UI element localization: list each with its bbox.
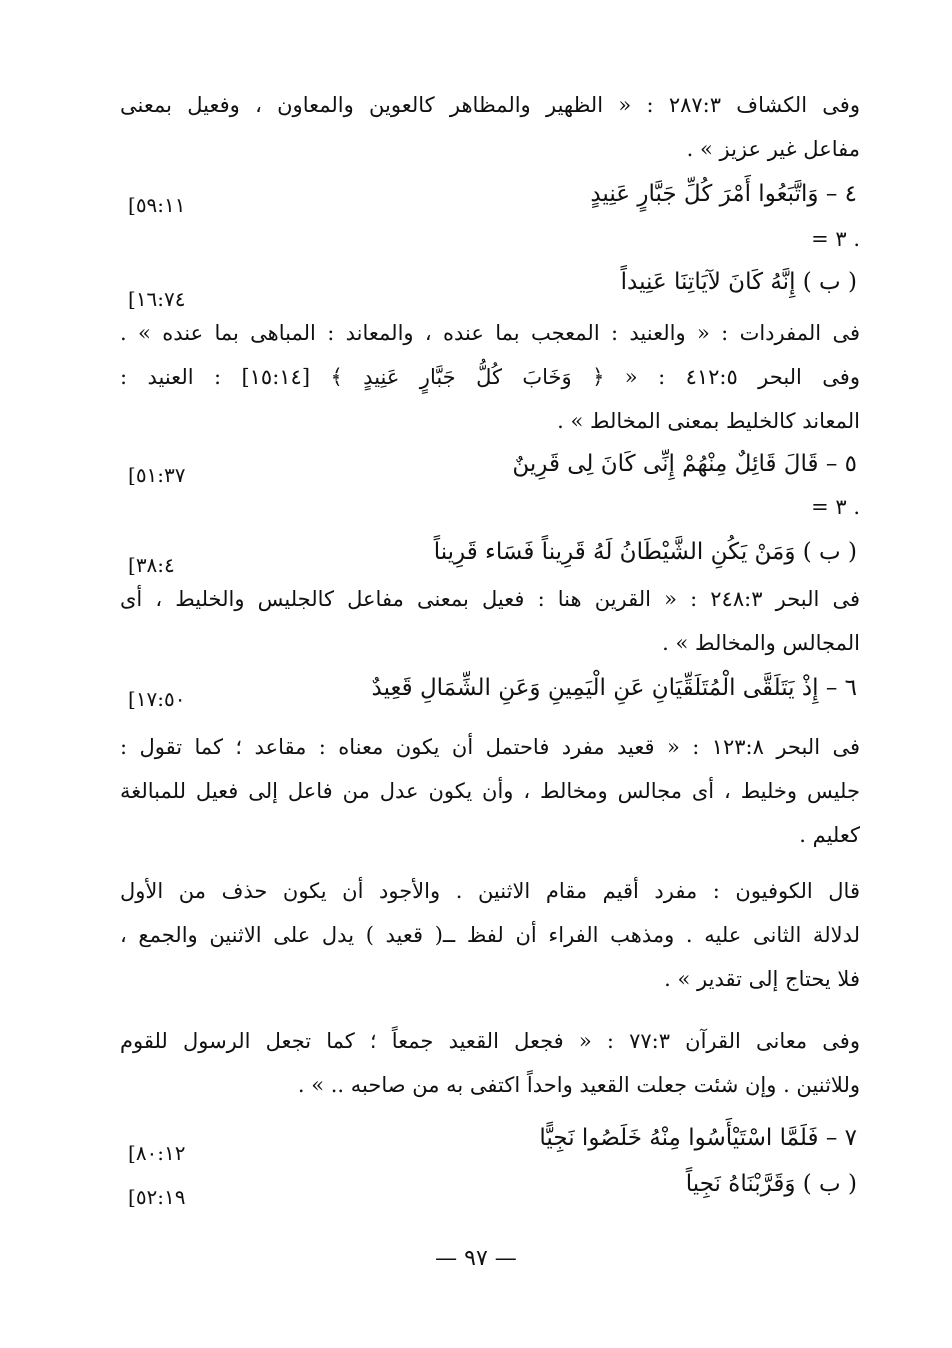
verse-line: ٤ – وَاتَّبَعُوا أَمْرَ كُلِّ جَبَّارٍ عَنِيدٍ	[590, 181, 857, 207]
verse-line: ٦ – إِذْ يَتَلَقَّى الْمُتَلَقِّيَانِ عَنِ الْيَمِينِ وَعَنِ الشِّمَالِ قَعِيدٌ	[371, 675, 857, 701]
text-line: وفى الكشاف ٢٨٧:٣ : « الظهير والمظاهر كالعوين والمعاون ، وفعيل بمعنى	[120, 93, 860, 117]
text-line: وفى البحر ٤١٢:٥ : « ﴿ وَخَابَ كُلُّ جَبَّارٍ عَنِيدٍ ﴾ [١٥:١٤] : العنيد :	[120, 365, 860, 389]
text-line: جليس وخليط ، أى مجالس ومخالط ، وأن يكون عدل من فاعل إلى فعيل للمبالغة	[120, 779, 860, 803]
verse-reference: [٨٠:١٢	[128, 1141, 186, 1165]
verse-reference: [١٧:٥٠	[128, 687, 186, 711]
text-line: فلا يحتاج إلى تقدير » .	[664, 967, 860, 991]
text-line: وللاثنين . وإن شئت جعلت القعيد واحداً اكتفى به من صاحبه .. » .	[297, 1073, 860, 1097]
equals-marker: . ٣ =	[811, 495, 860, 519]
verse-reference: [٥٢:١٩	[128, 1185, 186, 1209]
text-line: وفى معانى القرآن ٧٧:٣ : « فجعل القعيد جمعاً ؛ كما تجعل الرسول للقوم	[120, 1029, 860, 1053]
text-line: المجالس والمخالط » .	[662, 631, 860, 655]
text-line: فى المفردات : « والعنيد : المعجب بما عنده ، والمعاند : المباهى بما عنده » .	[120, 321, 860, 345]
text-line: قال الكوفيون : مفرد أقيم مقام الاثنين . والأجود أن يكون حذف من الأول	[120, 879, 860, 903]
verse-reference: [٥١:٣٧	[128, 463, 186, 487]
verse-reference: [٥٩:١١	[128, 193, 186, 217]
verse-line: ٧ – فَلَمَّا اسْتَيْأَسُوا مِنْهُ خَلَصُوا نَجِيًّا	[539, 1125, 857, 1151]
verse-reference: [٣٨:٤	[128, 553, 175, 577]
verse-reference: [١٦:٧٤	[128, 287, 186, 311]
text-line: فى البحر ١٢٣:٨ : « قعيد مفرد فاحتمل أن يكون معناه : مقاعد ؛ كما تقول :	[120, 735, 860, 759]
page-number: — ٩٧ —	[435, 1246, 517, 1271]
verse-line: ( ب ) وَقَرَّبْنَاهُ نَجِياً	[685, 1171, 857, 1197]
verse-line: ( ب ) إِنَّهُ كَانَ لآيَاتِنَا عَنِيداً	[620, 269, 857, 295]
text-line: كعليم .	[799, 823, 860, 847]
text-line: المعاند كالخليط بمعنى المخالط » .	[557, 409, 860, 433]
equals-marker: . ٣ =	[811, 227, 860, 251]
text-line: لدلالة الثانى عليه . ومذهب الفراء أن لفظ ــ( قعيد ) يدل على الاثنين والجمع ،	[120, 923, 860, 947]
text-line: فى البحر ٢٤٨:٣ : « القرين هنا : فعيل بمعنى مفاعل كالجليس والخليط ، أى	[120, 587, 860, 611]
verse-line: ( ب ) وَمَنْ يَكُنِ الشَّيْطَانُ لَهُ قَرِيناً فَسَاء قَرِيناً	[433, 539, 857, 565]
text-line: مفاعل غير عزيز » .	[686, 137, 860, 161]
verse-line: ٥ – قَالَ قَائِلٌ مِنْهُمْ إِنِّى كَانَ لِى قَرِينٌ	[512, 451, 857, 477]
